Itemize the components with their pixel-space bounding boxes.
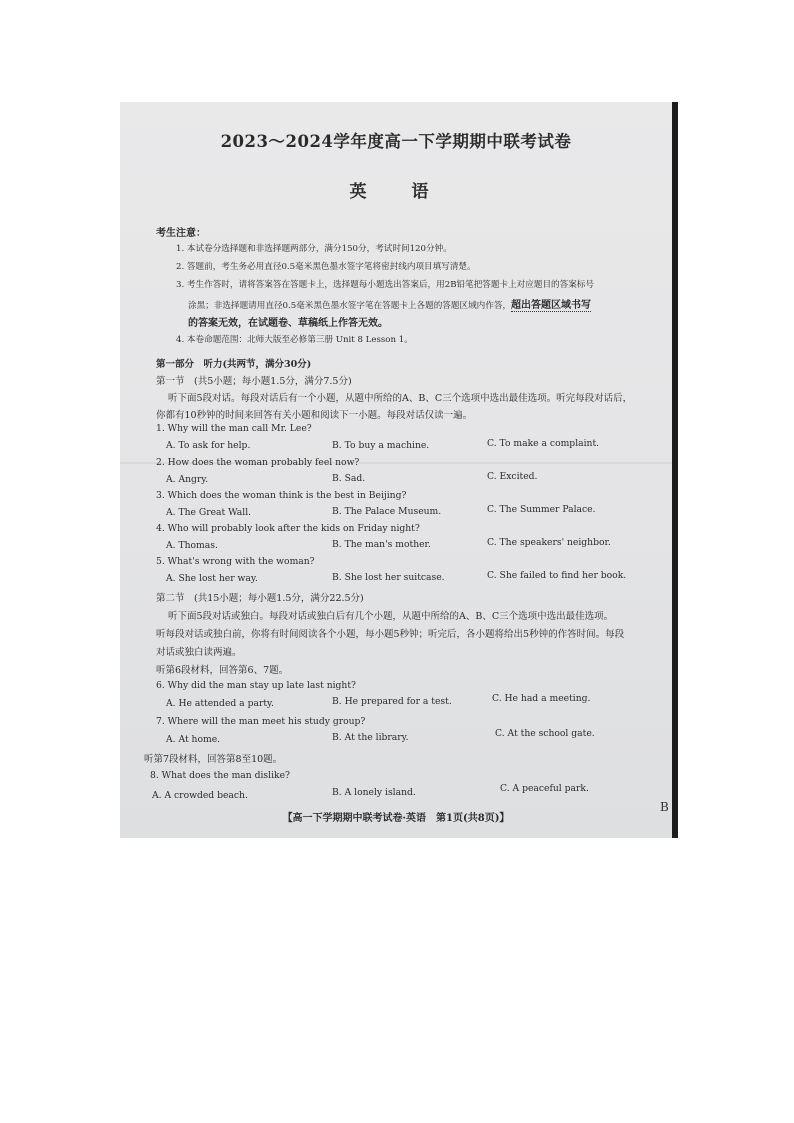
q4-option-c: C. The speakers' neighbor.: [487, 537, 611, 548]
q1-option-c: C. To make a complaint.: [487, 438, 600, 449]
q3-option-c: C. The Summer Palace.: [487, 504, 596, 515]
subject-title: 英 语: [349, 182, 443, 202]
q7-option-c: C. At the school gate.: [495, 728, 595, 739]
notice-3-line2: 涂黑；非选择题请用直径0.5毫米黑色墨水签字笔在答题卡上各题的答题区域内作答，: [188, 301, 512, 311]
notice-3: 3. 考生作答时，请将答案答在答题卡上，选择题每小题选出答案后，用2B铅笔把答题卡上对应题目的答案标号: [176, 280, 595, 290]
q3-option-a: A. The Great Wall.: [166, 507, 252, 518]
question-4: 4. Who will probably look after the kids on Friday night?: [156, 523, 420, 534]
section2-heading: 第二节 (共15小题；每小题1.5分，满分22.5分): [156, 593, 364, 604]
q7-option-a: A. At home.: [166, 734, 221, 745]
side-letter: B: [660, 800, 669, 814]
question-5: 5. What's wrong with the woman?: [156, 556, 315, 567]
question-1: 1. Why will the man call Mr. Lee?: [156, 423, 312, 434]
q8-option-a: A. A crowded beach.: [152, 790, 248, 801]
q1-option-b: B. To buy a machine.: [332, 440, 430, 451]
q8-option-c: C. A peaceful park.: [500, 783, 589, 794]
material-6-label: 听第6段材料，回答第6、7题。: [156, 665, 289, 676]
q6-option-b: B. He prepared for a test.: [332, 696, 452, 707]
exam-title: 2023～2024学年度高一下学期期中联考试卷: [220, 132, 572, 151]
q3-option-b: B. The Palace Museum.: [332, 506, 442, 517]
notice-4: 4. 本卷命题范围：北师大版至必修第三册 Unit 8 Lesson 1。: [176, 335, 413, 345]
section1-instruction-1: 听下面5段对话。每段对话后有一个小题，从题中所给的A、B、C三个选项中选出最佳选项。听完每段对话后，: [168, 393, 633, 404]
notice-3-line3: 的答案无效，在试题卷、草稿纸上作答无效。: [188, 318, 388, 329]
section1-instruction-2: 你都有10秒钟的时间来回答有关小题和阅读下一小题。每段对话仅读一遍。: [156, 410, 473, 421]
material-7-label: 听第7段材料，回答第8至10题。: [144, 754, 283, 765]
q5-option-c: C. She failed to find her book.: [487, 570, 627, 581]
question-3: 3. Which does the woman think is the best in Beijing?: [156, 490, 407, 501]
q6-option-a: A. He attended a party.: [166, 698, 274, 709]
question-8: 8. What does the man dislike?: [150, 770, 290, 781]
q4-option-b: B. The man's mother.: [332, 539, 431, 550]
section2-instruction-3: 对话或独白读两遍。: [156, 647, 242, 658]
q8-option-b: B. A lonely island.: [332, 787, 416, 798]
q5-option-a: A. She lost her way.: [166, 573, 258, 584]
question-7: 7. Where will the man meet his study group?: [156, 716, 366, 727]
q5-option-b: B. She lost her suitcase.: [332, 572, 445, 583]
question-2: 2. How does the woman probably feel now?: [156, 457, 360, 468]
section2-instruction-2: 听每段对话或独白前，你将有时间阅读各个小题，每小题5秒钟；听完后，各小题将给出5秒钟的作答时间。每段: [156, 629, 625, 640]
section2-instruction-1: 听下面5段对话或独白。每段对话或独白后有几个小题，从题中所给的A、B、C三个选项中选出最佳选项。: [168, 611, 614, 622]
q4-option-a: A. Thomas.: [166, 540, 218, 551]
q2-option-a: A. Angry.: [166, 474, 209, 485]
notice-2: 2. 答题前，考生务必用直径0.5毫米黑色墨水签字笔将密封线内项目填写清楚。: [176, 262, 476, 272]
page-footer: 【高一下学期期中联考试卷·英语 第1页(共8页)】: [282, 813, 510, 824]
notice-3-emphasis: 超出答题区域书写: [511, 300, 592, 311]
q1-option-a: A. To ask for help.: [166, 440, 251, 451]
notice-3-cont: [188, 296, 591, 311]
exam-paper-photo: [120, 102, 672, 838]
notice-1: 1. 本试卷分选择题和非选择题两部分，满分150分，考试时间120分钟。: [176, 244, 452, 254]
question-6: 6. Why did the man stay up late last night?: [156, 680, 356, 691]
q7-option-b: B. At the library.: [332, 732, 409, 743]
section1-heading: 第一节 (共5小题；每小题1.5分，满分7.5分): [156, 376, 352, 387]
q2-option-c: C. Excited.: [487, 471, 538, 482]
q2-option-b: B. Sad.: [332, 473, 366, 484]
notice-heading: 考生注意：: [156, 228, 206, 239]
part1-heading: 第一部分 听力(共两节，满分30分): [156, 359, 312, 370]
q6-option-c: C. He had a meeting.: [492, 693, 591, 704]
photo-dark-edge: [672, 102, 678, 838]
